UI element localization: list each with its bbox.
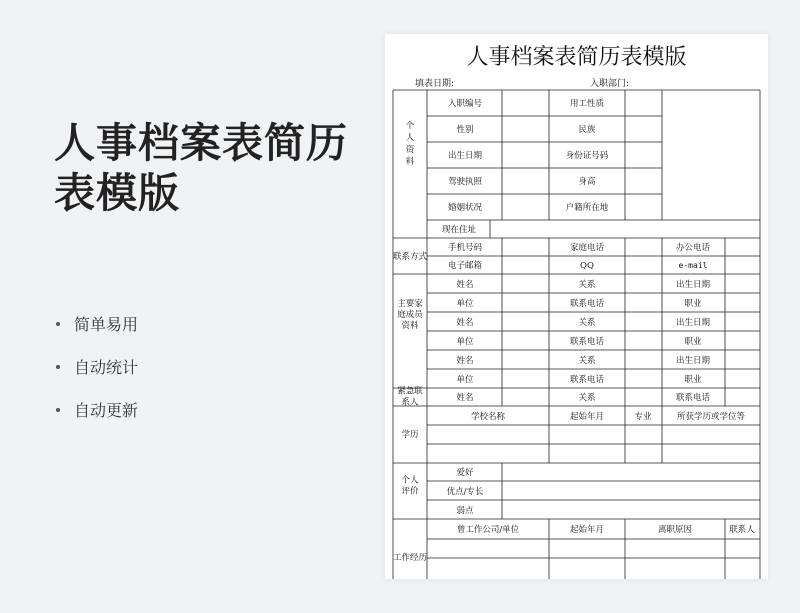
- cell-label: 身高: [578, 177, 596, 187]
- bullet-dot-icon: [56, 365, 60, 369]
- cell-label: 手机号码: [447, 243, 483, 253]
- column-header: 起始年月: [569, 525, 605, 535]
- column-header: 所获学历或学位等: [676, 412, 746, 422]
- column-header: 联系人: [729, 525, 755, 535]
- cell-label: 出生日期: [447, 151, 483, 161]
- cell-label: 入职编号: [447, 99, 483, 109]
- left-title: [54, 118, 374, 218]
- entry-dept-label: 入职部门:: [590, 79, 630, 89]
- cell-label: 电子邮箱: [447, 261, 483, 271]
- bullet-dot-icon: [56, 408, 60, 412]
- fill-date-label: 填表日期:: [415, 79, 455, 89]
- column-header: 专业: [634, 412, 652, 422]
- section-evaluation-label: [401, 475, 419, 497]
- section-education-label: 学历: [401, 430, 419, 440]
- cell-label: 优点/专长: [446, 487, 484, 497]
- column-header: 曾工作公司/单位: [456, 525, 520, 535]
- svg-text:个人资料: 个人资料: [405, 121, 415, 167]
- column-header: 学校名称: [470, 412, 506, 422]
- cell-label: 联系电话: [569, 375, 605, 385]
- column-header: 起始年月: [569, 412, 605, 422]
- section-family-label: [397, 298, 424, 331]
- cell-label: 单位: [456, 375, 474, 385]
- cell-label: 联系电话: [569, 337, 605, 347]
- cell-label: 出生日期: [675, 280, 711, 290]
- cell-label: 爱好: [456, 468, 474, 478]
- cell-label: 家庭电话: [569, 243, 605, 253]
- cell-label: e-mail: [678, 261, 708, 270]
- cell-label: 办公电话: [675, 243, 711, 253]
- cell-label: 单位: [456, 337, 474, 347]
- cell-label: 关系: [578, 280, 596, 290]
- document-title: 人事档案表简历表模版: [466, 45, 687, 70]
- cell-label: 出生日期: [675, 356, 711, 366]
- cell-label: 联系电话: [675, 393, 711, 403]
- cell-label: 关系: [578, 356, 596, 366]
- section-contact-label: 联系方式: [392, 252, 428, 262]
- svg-text:主要家庭成员资料: 主要家庭成员资料: [397, 299, 423, 331]
- feature-item: 自动更新: [56, 400, 138, 422]
- section-work-label: 工作经历: [392, 553, 428, 563]
- cell-label: 职业: [684, 299, 702, 309]
- cell-label: 现在住址: [441, 225, 477, 235]
- left-title-line2: 表模版: [54, 169, 180, 217]
- cell-label: 关系: [578, 393, 596, 403]
- cell-label: 姓名: [456, 356, 474, 366]
- section-emergency-label: [397, 386, 423, 408]
- svg-text:个人评价: 个人评价: [401, 475, 419, 497]
- cell-label: 民族: [578, 125, 596, 135]
- cell-label: 弱点: [456, 506, 474, 516]
- bullet-dot-icon: [56, 322, 60, 326]
- cell-label: QQ: [580, 261, 594, 271]
- cell-label: 婚姻状况: [447, 203, 483, 213]
- document-preview: [385, 34, 768, 579]
- cell-label: 姓名: [456, 318, 474, 328]
- cell-label: 姓名: [456, 280, 474, 290]
- cell-label: 单位: [456, 299, 474, 309]
- cell-label: 驾驶执照: [447, 177, 483, 187]
- cell-label: 关系: [578, 318, 596, 328]
- feature-item: 自动统计: [56, 357, 138, 379]
- table-lines: [393, 90, 760, 579]
- section-personal-label: [406, 120, 415, 167]
- cell-label: 户籍所在地: [565, 203, 609, 213]
- cell-label: 职业: [684, 375, 702, 385]
- cell-label: 用工性质: [569, 99, 605, 109]
- feature-list: [56, 314, 138, 443]
- feature-item: 简单易用: [56, 314, 138, 336]
- cell-label: 姓名: [456, 393, 474, 403]
- cell-label: 性别: [456, 125, 474, 135]
- cell-label: 职业: [684, 337, 702, 347]
- left-title-line1: 人事档案表简历: [54, 119, 348, 167]
- form-table: [385, 34, 768, 579]
- cell-label: 联系电话: [569, 299, 605, 309]
- column-header: 离职原因: [657, 525, 693, 535]
- cell-label: 身份证号码: [565, 151, 609, 161]
- svg-text:紧急联系人: 紧急联系人: [397, 386, 423, 408]
- cell-label: 出生日期: [675, 318, 711, 328]
